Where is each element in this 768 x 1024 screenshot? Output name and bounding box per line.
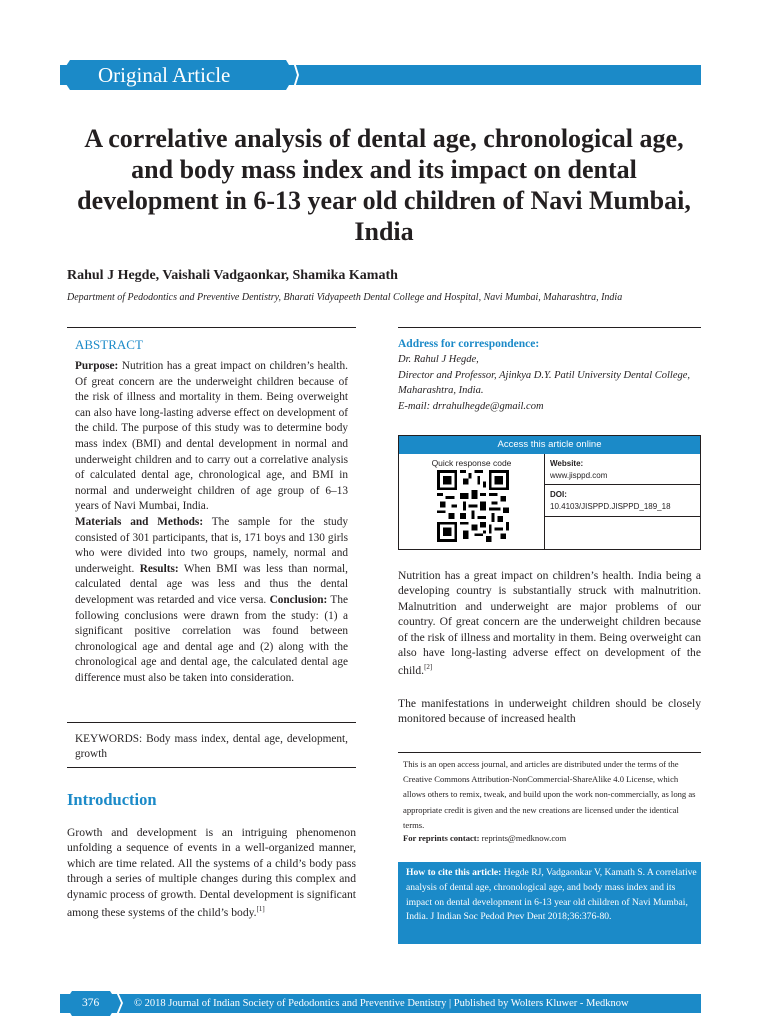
article-type-label: Original Article xyxy=(98,63,231,87)
reference-marker[interactable]: [1] xyxy=(256,905,265,914)
article-title: A correlative analysis of dental age, chronological age, and body mass index and its impact on dental development in 6-13 year old children of Navi Mumbai, India xyxy=(77,124,691,246)
correspondence-heading: Address for correspondence: xyxy=(398,338,540,350)
abstract-heading: ABSTRACT xyxy=(75,337,143,352)
introduction-text: Growth and development is an intriguing phenomenon unfolding a sequence of events in a well-organized manner, which are time related. All the systems of a child’s body pass through a series of multiple changes during this complex and dynamic process of growth. Dental development is significant among these systems of the child’s body. xyxy=(67,826,356,919)
correspondence-name: Dr. Rahul J Hegde, xyxy=(398,354,479,365)
doi-label: DOI: xyxy=(550,490,567,499)
correspondence-email[interactable]: E-mail: drrahulhegde@gmail.com xyxy=(398,400,544,412)
divider xyxy=(67,767,356,768)
page-number: 376 xyxy=(82,997,100,1009)
reference-marker[interactable]: [2] xyxy=(424,663,433,672)
divider xyxy=(398,752,701,753)
purpose-label: Purpose: xyxy=(75,360,119,372)
results-text: When BMI was less than normal, calculated dental age was less and thus the dental development was retarded and vice versa. xyxy=(75,562,349,606)
access-header: Access this article online xyxy=(399,436,700,454)
abstract-body xyxy=(75,359,348,686)
conclusion-text: The following conclusions were drawn from the study: (1) a significant positive correlation was found between chronological age and dental age and (2) along with the chronological age and dental age, the calculated dental age difference must also be taken into consideration. xyxy=(75,593,348,684)
paragraph-text: Nutrition has a great impact on children’s health. India being a developing country is substantially struck with malnutrition. Malnutrition and underweight are major problems of our country. Of great concern are the underweight children because of the risk of illness and mortality in them. Being overweight can also have long-lasting adverse effect on development of the child. xyxy=(398,569,701,678)
qr-cell xyxy=(399,454,545,550)
doi-link[interactable]: 10.4103/JISPPD.JISPPD_189_18 xyxy=(550,502,671,511)
body-paragraph xyxy=(398,568,701,679)
website-link[interactable]: www.jisppd.com xyxy=(550,471,608,480)
methods-text: The sample for the study consisted of 301 participants, that is, 171 boys and 130 girls who were divided into two groups, namely, normal and underweight. xyxy=(75,515,348,575)
results-label: Results: xyxy=(139,562,179,575)
divider xyxy=(67,327,356,328)
cite-text xyxy=(406,866,697,925)
body-paragraph: The manifestations in underweight children should be closely monitored because of increased health xyxy=(398,697,701,726)
affiliation: Department of Pedodontics and Preventive Dentistry, Bharati Vidyapeeth Dental College and Hospital, Navi Mumbai, Maharashtra, India xyxy=(67,292,623,303)
conclusion-label: Conclusion: xyxy=(269,593,328,606)
access-article-box xyxy=(398,435,701,550)
website-label: Website: xyxy=(550,459,584,468)
reprints-contact xyxy=(403,833,698,843)
divider xyxy=(398,327,701,328)
license-text: This is an open access journal, and articles are distributed under the terms of the Creative Commons Attribution-NonCommercial-ShareAlike 4.0 License, which allows others to remix, tweak, and build upon the work non-commercially, as long as appropriate credit is given and the new creations are licensed under the identical terms. xyxy=(403,759,696,830)
reprints-email[interactable]: reprints@medknow.com xyxy=(479,833,567,843)
divider xyxy=(67,722,356,723)
introduction-heading: Introduction xyxy=(67,790,157,809)
authors: Rahul J Hegde, Vaishali Vadgaonkar, Shamika Kamath xyxy=(67,268,398,283)
qr-label: Quick response code xyxy=(431,458,512,468)
footer-copyright: © 2018 Journal of Indian Society of Pedodontics and Preventive Dentistry | Published by Wolters Kluwer - Medknow xyxy=(134,998,629,1009)
keywords-label: KEYWORDS: xyxy=(75,733,143,745)
cite-label: How to cite this article: xyxy=(406,867,502,878)
methods-label: Materials and Methods: xyxy=(75,515,204,528)
website-cell xyxy=(545,454,700,485)
correspondence-body xyxy=(398,352,701,414)
keywords-text: Body mass index, dental age, development, growth xyxy=(75,733,348,760)
reprints-label: For reprints contact: xyxy=(403,833,480,843)
correspondence-position: Director and Professor, Ajinkya D.Y. Patil University Dental College, Maharashtra, India. xyxy=(398,369,691,396)
purpose-text: Nutrition has a great impact on children’s health. Of great concern are the underweight children because of the risk of illness and mortality in them. Being overweight can also have long-lasting adverse effect on development of the child. The purpose of this study was to determine body mass index (BMI) and dental development in normal and underweight children and to carry out a correlative analysis of calculated dental age, chronological age, and BMI in normal and underweight children of age group of 6–13 years of Navi Mumbai, India. xyxy=(75,360,348,513)
doi-cell xyxy=(545,485,700,517)
keywords xyxy=(75,732,348,762)
introduction-body xyxy=(67,825,356,920)
cite-citation: Hegde RJ, Vadgaonkar V, Kamath S. A correlative analysis of dental age, chronological age, and body mass index and its impact on dental development in 6-13 year old children of Navi Mumbai, India. J Indian Soc Pedod Prev Dent 2018;36:376-80. xyxy=(406,867,697,923)
qr-code-icon[interactable] xyxy=(437,470,509,542)
